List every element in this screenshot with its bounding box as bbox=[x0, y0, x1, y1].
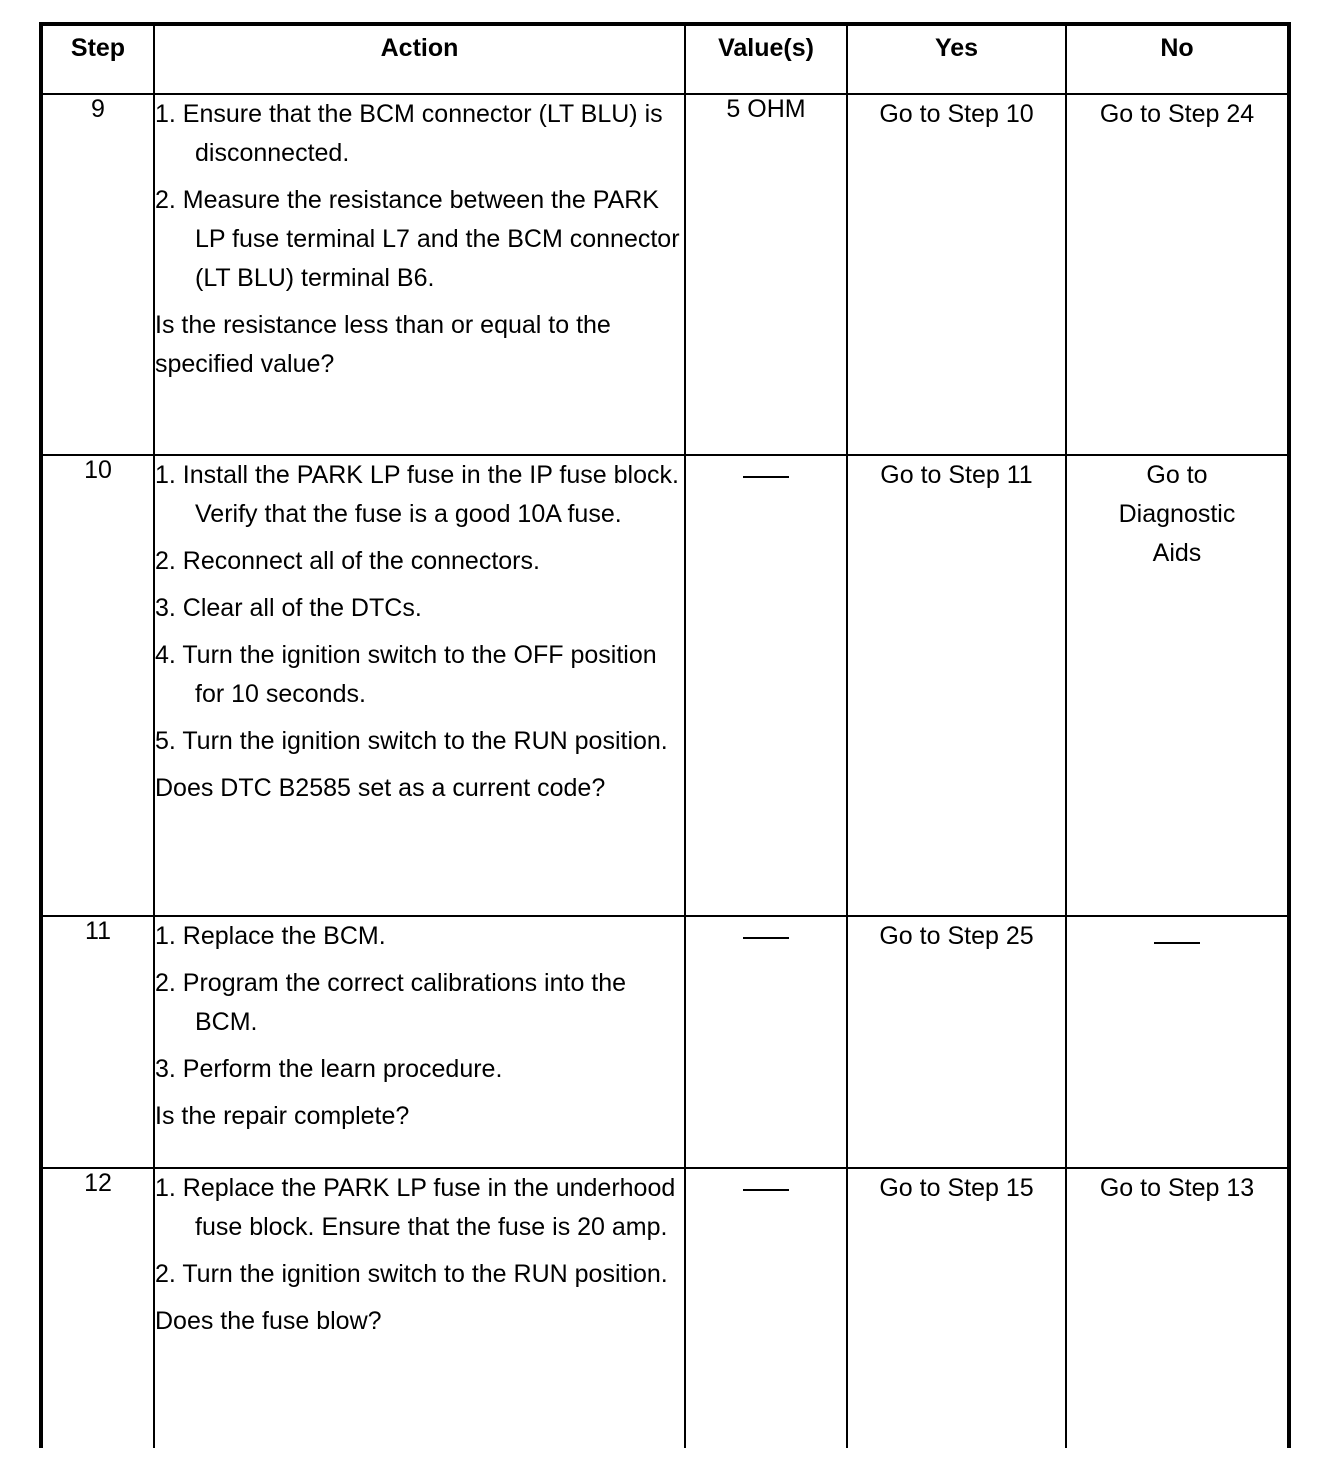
diagnostic-table bbox=[39, 22, 1291, 1448]
header-no: No bbox=[1066, 24, 1289, 94]
empty-value-dash bbox=[1154, 926, 1200, 944]
header-yes: Yes bbox=[847, 24, 1066, 94]
action-cell bbox=[154, 1168, 685, 1448]
no-cell bbox=[1066, 916, 1289, 1168]
no-cell-text: Go to Diagnostic Aids bbox=[1118, 461, 1236, 567]
yes-cell: Go to Step 25 bbox=[847, 916, 1066, 1168]
action-question: Is the resistance less than or equal to the specified value? bbox=[155, 311, 611, 378]
action-list bbox=[155, 917, 684, 1089]
action-item: 1. Ensure that the BCM connector (LT BLU) is disconnected. bbox=[155, 100, 663, 167]
empty-value-dash bbox=[743, 923, 789, 939]
no-cell: Go to Step 13 bbox=[1066, 1168, 1289, 1448]
action-item: 2. Program the correct calibrations into the BCM. bbox=[155, 969, 627, 1036]
action-item: 2. Measure the resistance between the PARK LP fuse terminal L7 and the BCM connector (LT BLU) terminal B6. bbox=[155, 186, 680, 292]
no-cell: Go to Step 24 bbox=[1066, 94, 1289, 455]
action-item: 4. Turn the ignition switch to the OFF position for 10 seconds. bbox=[155, 641, 657, 708]
step-number: 11 bbox=[41, 916, 154, 1168]
action-cell bbox=[154, 455, 685, 916]
value-cell bbox=[685, 916, 847, 1168]
action-question: Is the repair complete? bbox=[155, 1102, 410, 1130]
action-item: 3. Perform the learn procedure. bbox=[155, 1055, 503, 1083]
action-item: 1. Replace the PARK LP fuse in the underhood fuse block. Ensure that the fuse is 20 amp. bbox=[155, 1174, 676, 1241]
action-cell bbox=[154, 94, 685, 455]
action-item: 1. Replace the BCM. bbox=[155, 922, 386, 950]
action-question: Does DTC B2585 set as a current code? bbox=[155, 774, 606, 802]
header-step: Step bbox=[41, 24, 154, 94]
table-row-step-12 bbox=[41, 1168, 1289, 1448]
value-cell: 5 OHM bbox=[685, 94, 847, 455]
action-question: Does the fuse blow? bbox=[155, 1307, 382, 1335]
table-row-step-10 bbox=[41, 455, 1289, 916]
step-number: 10 bbox=[41, 455, 154, 916]
empty-value-dash bbox=[743, 1175, 789, 1191]
action-list bbox=[155, 1169, 684, 1294]
header-action: Action bbox=[154, 24, 685, 94]
header-row bbox=[41, 24, 1289, 94]
action-list bbox=[155, 456, 684, 761]
table-row-step-11 bbox=[41, 916, 1289, 1168]
action-list bbox=[155, 95, 684, 298]
no-cell bbox=[1066, 455, 1289, 916]
step-number: 9 bbox=[41, 94, 154, 455]
header-values: Value(s) bbox=[685, 24, 847, 94]
action-item: 3. Clear all of the DTCs. bbox=[155, 594, 422, 622]
action-cell bbox=[154, 916, 685, 1168]
empty-value-dash bbox=[743, 462, 789, 478]
yes-cell: Go to Step 11 bbox=[847, 455, 1066, 916]
table-row-step-9 bbox=[41, 94, 1289, 455]
step-number: 12 bbox=[41, 1168, 154, 1448]
action-item: 5. Turn the ignition switch to the RUN position. bbox=[155, 727, 668, 755]
action-item: 1. Install the PARK LP fuse in the IP fuse block. Verify that the fuse is a good 10A fuse. bbox=[155, 461, 679, 528]
action-item: 2. Reconnect all of the connectors. bbox=[155, 547, 540, 575]
value-cell bbox=[685, 455, 847, 916]
value-cell bbox=[685, 1168, 847, 1448]
yes-cell: Go to Step 15 bbox=[847, 1168, 1066, 1448]
yes-cell: Go to Step 10 bbox=[847, 94, 1066, 455]
action-item: 2. Turn the ignition switch to the RUN position. bbox=[155, 1260, 668, 1288]
